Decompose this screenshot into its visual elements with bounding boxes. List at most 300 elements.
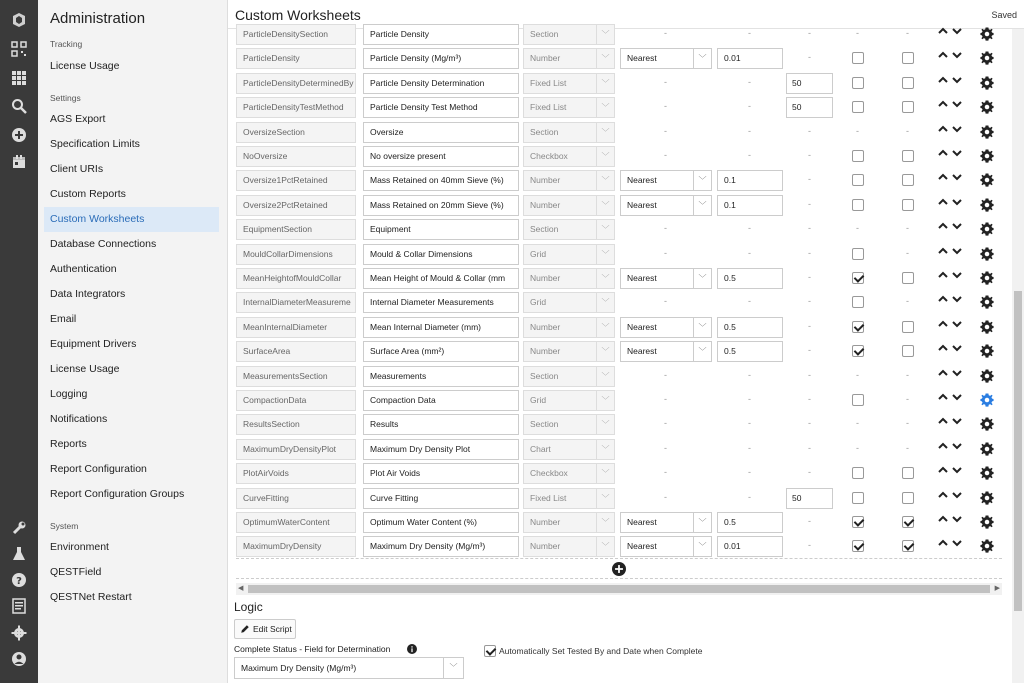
flag-1-checkbox[interactable]	[852, 540, 864, 552]
move-down-icon[interactable]	[952, 368, 962, 378]
empty-precision: -	[748, 418, 751, 429]
icon-rail	[0, 0, 38, 683]
gear-icon[interactable]	[980, 417, 994, 431]
empty-list-length: -	[808, 442, 811, 453]
sidebar-item-data-integrators[interactable]: Data Integrators	[50, 288, 126, 300]
move-down-icon[interactable]	[952, 197, 962, 207]
gear-icon[interactable]	[980, 369, 994, 383]
flag-2-checkbox[interactable]	[902, 540, 914, 552]
sidebar-item-license-usage[interactable]: License Usage	[50, 363, 120, 375]
precision-input[interactable]: 0.5	[717, 512, 783, 533]
move-down-icon[interactable]	[952, 246, 962, 256]
field-type-select[interactable]	[523, 366, 615, 387]
field-type-select[interactable]	[523, 488, 615, 509]
flag-1-checkbox[interactable]	[852, 101, 864, 113]
flag-2-checkbox[interactable]	[902, 174, 914, 186]
rounding-value: Nearest	[627, 273, 657, 283]
sidebar-item-qestfield[interactable]: QESTField	[50, 566, 102, 578]
field-name: MeanInternalDiameter	[236, 317, 356, 338]
move-up-icon[interactable]	[938, 490, 948, 500]
chevron-down-icon: ﹀	[596, 49, 614, 68]
chevron-down-icon: ﹀	[596, 464, 614, 483]
flag-1-checkbox[interactable]	[852, 248, 864, 260]
empty-rounding: -	[664, 296, 667, 307]
field-type-select[interactable]	[523, 24, 615, 45]
move-up-icon[interactable]	[938, 441, 948, 451]
sidebar-item-report-configuration-groups[interactable]: Report Configuration Groups	[50, 488, 185, 500]
sidebar-item-report-configuration[interactable]: Report Configuration	[50, 463, 147, 475]
gear-icon[interactable]	[980, 247, 994, 261]
move-up-icon[interactable]	[938, 392, 948, 402]
help-icon[interactable]	[10, 571, 28, 589]
calendar-icon[interactable]	[10, 153, 28, 171]
sidebar-item-equipment-drivers[interactable]: Equipment Drivers	[50, 338, 137, 350]
flag-1-checkbox[interactable]	[852, 345, 864, 357]
field-type-select[interactable]	[523, 463, 615, 484]
field-label-input[interactable]: Surface Area (mm²)	[363, 341, 519, 362]
move-up-icon[interactable]	[938, 270, 948, 280]
field-name: SurfaceArea	[236, 341, 356, 362]
move-down-icon[interactable]	[952, 465, 962, 475]
rounding-select[interactable]	[620, 512, 712, 533]
move-down-icon[interactable]	[952, 490, 962, 500]
search-icon[interactable]	[10, 97, 28, 115]
add-field-icon[interactable]	[612, 562, 626, 576]
table-row	[236, 461, 1012, 486]
flag-2-checkbox[interactable]	[902, 272, 914, 284]
reorder-controls	[938, 538, 966, 554]
auto-set-checkbox[interactable]	[484, 645, 496, 657]
field-label-input[interactable]: Particle Density Determination	[363, 73, 519, 94]
sidebar-item-database-connections[interactable]: Database Connections	[50, 238, 157, 250]
rounding-value: Nearest	[627, 175, 657, 186]
gear-icon[interactable]	[980, 271, 994, 285]
empty-flag-1: -	[856, 125, 859, 136]
table-row	[236, 315, 1012, 340]
chevron-down-icon: ﹀	[596, 440, 614, 459]
move-up-icon[interactable]	[938, 368, 948, 378]
move-down-icon[interactable]	[952, 514, 962, 524]
reorder-controls	[938, 465, 966, 481]
chevron-down-icon: ﹀	[596, 123, 614, 142]
horizontal-scrollbar[interactable]	[236, 583, 1002, 595]
rounding-select[interactable]	[620, 536, 712, 557]
reorder-controls	[938, 270, 966, 286]
field-type-select[interactable]	[523, 73, 615, 94]
settings-icon[interactable]	[10, 624, 28, 642]
field-label-input[interactable]: Optimum Water Content (%)	[363, 512, 519, 533]
gear-icon[interactable]	[980, 76, 994, 90]
field-type-value: Number	[530, 199, 561, 210]
rounding-select[interactable]	[620, 341, 712, 362]
move-up-icon[interactable]	[938, 197, 948, 207]
empty-list-length: -	[808, 320, 811, 331]
gear-icon[interactable]	[980, 344, 994, 358]
rounding-select[interactable]	[620, 268, 712, 289]
complete-status-select[interactable]	[234, 657, 464, 679]
wrench-icon[interactable]	[10, 519, 28, 537]
sidebar-item-qestnet-restart[interactable]: QESTNet Restart	[50, 591, 132, 603]
field-type-value: Fixed List	[530, 102, 567, 113]
chevron-down-icon: ﹀	[596, 245, 614, 264]
empty-list-length: -	[808, 247, 811, 258]
user-icon[interactable]	[10, 650, 28, 668]
gear-icon[interactable]	[980, 320, 994, 334]
chevron-down-icon: ﹀	[693, 269, 711, 288]
sidebar-item-logging[interactable]: Logging	[50, 388, 88, 400]
move-down-icon[interactable]	[952, 124, 962, 134]
flag-2-checkbox[interactable]	[902, 77, 914, 89]
precision-input[interactable]: 0.5	[717, 268, 783, 289]
field-label-input[interactable]: Mass Retained on 40mm Sieve (%)	[363, 170, 519, 191]
sidebar-item-license-usage[interactable]: License Usage	[50, 60, 120, 72]
field-label-input[interactable]: Equipment	[363, 219, 519, 240]
field-label-input[interactable]: Curve Fitting	[363, 488, 519, 509]
empty-list-length: -	[808, 345, 811, 356]
field-type-select[interactable]	[523, 244, 615, 265]
field-label-input[interactable]: Oversize	[363, 122, 519, 143]
chevron-down-icon: ﹀	[693, 342, 711, 361]
table-row	[236, 217, 1012, 242]
move-up-icon[interactable]	[938, 514, 948, 524]
grid-icon[interactable]	[10, 69, 28, 87]
move-down-icon[interactable]	[952, 75, 962, 85]
empty-rounding: -	[664, 394, 667, 404]
rounding-value: Nearest	[627, 517, 657, 527]
move-up-icon[interactable]	[938, 538, 948, 548]
move-down-icon[interactable]	[952, 270, 962, 280]
gear-icon[interactable]	[980, 295, 994, 309]
move-up-icon[interactable]	[938, 50, 948, 60]
move-up-icon[interactable]	[938, 124, 948, 134]
move-down-icon[interactable]	[952, 148, 962, 158]
empty-flag-1: -	[856, 223, 859, 234]
move-up-icon[interactable]	[938, 148, 948, 158]
gear-icon[interactable]	[980, 100, 994, 114]
field-type-select[interactable]	[523, 439, 615, 460]
field-label-input[interactable]: Plot Air Voids	[363, 463, 519, 484]
flag-2-checkbox[interactable]	[902, 345, 914, 357]
chevron-down-icon: ﹀	[596, 196, 614, 215]
gear-icon[interactable]	[980, 51, 994, 65]
rounding-select[interactable]	[620, 317, 712, 338]
empty-flag-2: -	[906, 28, 909, 38]
move-down-icon[interactable]	[952, 99, 962, 109]
field-type-value: Section	[530, 370, 559, 381]
field-label-input[interactable]: Particle Density Test Method	[363, 97, 519, 118]
move-up-icon[interactable]	[938, 26, 948, 36]
field-type-value: Checkbox	[530, 151, 568, 161]
move-up-icon[interactable]	[938, 416, 948, 426]
table-row	[236, 510, 1012, 535]
field-name: NoOversize	[236, 146, 356, 167]
move-up-icon[interactable]	[938, 343, 948, 353]
field-type-value: Grid	[530, 395, 547, 405]
sidebar-item-notifications[interactable]: Notifications	[50, 413, 108, 425]
scroll-right-icon[interactable]: ▶	[994, 585, 1000, 592]
field-name: MaximumDryDensity	[236, 536, 356, 557]
move-up-icon[interactable]	[938, 172, 948, 182]
gear-icon[interactable]	[980, 125, 994, 139]
flag-1-checkbox[interactable]	[852, 199, 864, 211]
empty-precision: -	[748, 150, 751, 160]
gear-icon[interactable]	[980, 442, 994, 456]
empty-rounding: -	[664, 125, 667, 136]
edit-script-button[interactable]	[234, 619, 296, 639]
field-label-input[interactable]: Particle Density (Mg/m³)	[363, 48, 519, 69]
field-label-input[interactable]: Maximum Dry Density (Mg/m³)	[363, 536, 519, 557]
gear-icon[interactable]	[980, 173, 994, 187]
gear-icon[interactable]	[980, 393, 994, 407]
complete-status-label: Complete Status - Field for Determination	[234, 644, 391, 654]
reorder-controls	[938, 172, 966, 188]
empty-precision: -	[748, 491, 751, 502]
table-row	[236, 266, 1012, 291]
field-type-select[interactable]	[523, 512, 615, 533]
flag-2-checkbox[interactable]	[902, 150, 914, 162]
field-type-select[interactable]	[523, 341, 615, 362]
sidebar-item-custom-worksheets[interactable]: Custom Worksheets	[44, 207, 219, 232]
flag-2-checkbox[interactable]	[902, 101, 914, 113]
move-up-icon[interactable]	[938, 294, 948, 304]
empty-flag-1: -	[856, 418, 859, 429]
field-label-input[interactable]: Mould & Collar Dimensions	[363, 244, 519, 265]
empty-list-length: -	[808, 28, 811, 38]
field-type-select[interactable]	[523, 195, 615, 216]
move-down-icon[interactable]	[952, 172, 962, 182]
field-type-value: Number	[530, 273, 561, 283]
reorder-controls	[938, 75, 966, 91]
field-type-value: Number	[530, 321, 561, 332]
move-up-icon[interactable]	[938, 465, 948, 475]
empty-rounding: -	[664, 101, 667, 112]
move-down-icon[interactable]	[952, 392, 962, 402]
field-name: MeasurementsSection	[236, 366, 356, 387]
move-down-icon[interactable]	[952, 319, 962, 329]
field-name: ParticleDensityTestMethod	[236, 97, 356, 118]
flag-2-checkbox[interactable]	[902, 52, 914, 64]
field-name: MeanHeightofMouldCollar	[236, 268, 356, 289]
flag-1-checkbox[interactable]	[852, 492, 864, 504]
rounding-select[interactable]	[620, 170, 712, 191]
app-logo-icon[interactable]	[10, 11, 28, 29]
empty-list-length: -	[808, 198, 811, 209]
list-length-input[interactable]: 50	[786, 97, 833, 118]
flag-1-checkbox[interactable]	[852, 467, 864, 479]
reorder-controls	[938, 514, 966, 530]
reorder-controls	[938, 246, 966, 262]
move-down-icon[interactable]	[952, 416, 962, 426]
field-type-value: Fixed List	[530, 492, 567, 503]
precision-input[interactable]: 0.5	[717, 341, 783, 362]
move-down-icon[interactable]	[952, 26, 962, 36]
svg-text:?: ?	[16, 576, 22, 587]
field-label-input[interactable]: Results	[363, 414, 519, 435]
sidebar-item-email[interactable]: Email	[50, 313, 77, 325]
sidebar-item-environment[interactable]: Environment	[50, 541, 109, 553]
chevron-down-icon: ﹀	[596, 25, 614, 44]
flag-2-checkbox[interactable]	[902, 321, 914, 333]
qr-icon[interactable]	[10, 40, 28, 58]
chevron-down-icon: ﹀	[596, 74, 614, 93]
field-type-select[interactable]	[523, 268, 615, 289]
flag-1-checkbox[interactable]	[852, 77, 864, 89]
chevron-down-icon: ﹀	[596, 342, 614, 361]
flag-2-checkbox[interactable]	[902, 199, 914, 211]
reorder-controls	[938, 490, 966, 506]
gear-icon[interactable]	[980, 198, 994, 212]
field-label-input[interactable]: Mean Internal Diameter (mm)	[363, 317, 519, 338]
horizontal-scroll-thumb[interactable]	[248, 585, 990, 593]
flag-1-checkbox[interactable]	[852, 272, 864, 284]
flag-1-checkbox[interactable]	[852, 150, 864, 162]
reorder-controls	[938, 148, 966, 164]
empty-rounding: -	[664, 369, 667, 380]
field-type-select[interactable]	[523, 170, 615, 191]
field-type-value: Section	[530, 419, 559, 430]
precision-input[interactable]: 0.5	[717, 317, 783, 338]
field-type-value: Grid	[530, 297, 547, 308]
flag-1-checkbox[interactable]	[852, 516, 864, 528]
field-type-select[interactable]	[523, 146, 615, 167]
field-label-input[interactable]: Mass Retained on 20mm Sieve (%)	[363, 195, 519, 216]
rounding-select[interactable]	[620, 195, 712, 216]
field-type-select[interactable]	[523, 97, 615, 118]
reorder-controls	[938, 392, 966, 408]
gear-icon[interactable]	[980, 515, 994, 529]
empty-list-length: -	[808, 540, 811, 551]
field-type-select[interactable]	[523, 292, 615, 313]
field-type-select[interactable]	[523, 536, 615, 557]
vertical-scrollbar[interactable]	[1012, 29, 1024, 683]
list-length-input[interactable]: 50	[786, 488, 833, 509]
field-label-input[interactable]: Compaction Data	[363, 390, 519, 411]
flag-2-checkbox[interactable]	[902, 516, 914, 528]
move-down-icon[interactable]	[952, 221, 962, 231]
field-label-input[interactable]: No oversize present	[363, 146, 519, 167]
field-name: ParticleDensity	[236, 48, 356, 69]
field-label-input[interactable]: Internal Diameter Measurements	[363, 292, 519, 313]
empty-list-length: -	[808, 418, 811, 429]
field-label-input[interactable]: Particle Density	[363, 24, 519, 45]
sidebar-item-authentication[interactable]: Authentication	[50, 263, 117, 275]
table-row	[236, 412, 1012, 437]
reorder-controls	[938, 343, 966, 359]
gear-icon[interactable]	[980, 149, 994, 163]
field-type-select[interactable]	[523, 48, 615, 69]
field-type-select[interactable]	[523, 122, 615, 143]
table-row	[236, 534, 1012, 559]
gear-icon[interactable]	[980, 491, 994, 505]
precision-input[interactable]: 0.01	[717, 48, 783, 69]
chevron-down-icon: ﹀	[596, 537, 614, 556]
reorder-controls	[938, 50, 966, 66]
empty-precision: -	[748, 247, 751, 258]
field-type-select[interactable]	[523, 414, 615, 435]
flag-1-checkbox[interactable]	[852, 321, 864, 333]
plus-circle-icon[interactable]	[10, 126, 28, 144]
sidebar-item-ags-export[interactable]: AGS Export	[50, 113, 106, 125]
move-down-icon[interactable]	[952, 294, 962, 304]
scroll-left-icon[interactable]: ◀	[238, 585, 244, 592]
gear-icon[interactable]	[980, 222, 994, 236]
field-name: InternalDiameterMeasureme	[236, 292, 356, 313]
field-label-input[interactable]: Maximum Dry Density Plot	[363, 439, 519, 460]
reorder-controls	[938, 416, 966, 432]
empty-precision: -	[748, 28, 751, 38]
empty-precision: -	[748, 101, 751, 112]
move-down-icon[interactable]	[952, 441, 962, 451]
sidebar-item-specification-limits[interactable]: Specification Limits	[50, 138, 140, 150]
flag-1-checkbox[interactable]	[852, 52, 864, 64]
flag-2-checkbox[interactable]	[902, 467, 914, 479]
move-up-icon[interactable]	[938, 221, 948, 231]
sidebar-item-custom-reports[interactable]: Custom Reports	[50, 188, 126, 200]
precision-input[interactable]: 0.1	[717, 195, 783, 216]
empty-rounding: -	[664, 418, 667, 429]
sidebar-item-client-uris[interactable]: Client URIs	[50, 163, 104, 175]
field-label-input[interactable]: Measurements	[363, 366, 519, 387]
flag-1-checkbox[interactable]	[852, 296, 864, 308]
sidebar-item-reports[interactable]: Reports	[50, 438, 87, 450]
field-label-input[interactable]: Mean Height of Mould & Collar (mm	[363, 268, 519, 289]
precision-input[interactable]: 0.01	[717, 536, 783, 557]
report-icon[interactable]	[10, 597, 28, 615]
empty-precision: -	[748, 296, 751, 307]
field-name: CurveFitting	[236, 488, 356, 509]
field-type-select[interactable]	[523, 219, 615, 240]
rounding-value: Nearest	[627, 199, 657, 210]
field-type-select[interactable]	[523, 390, 615, 411]
chevron-down-icon: ﹀	[443, 658, 463, 678]
field-name: ParticleDensityDeterminedBy	[236, 73, 356, 94]
field-name: Oversize2PctRetained	[236, 195, 356, 216]
empty-precision: -	[748, 76, 751, 87]
reorder-controls	[938, 294, 966, 310]
empty-list-length: -	[808, 369, 811, 380]
flag-1-checkbox[interactable]	[852, 174, 864, 186]
move-up-icon[interactable]	[938, 75, 948, 85]
admin-sidebar	[38, 0, 228, 683]
reorder-controls	[938, 319, 966, 335]
flag-2-checkbox[interactable]	[902, 492, 914, 504]
flask-icon[interactable]	[10, 545, 28, 563]
gear-icon[interactable]	[980, 466, 994, 480]
move-down-icon[interactable]	[952, 50, 962, 60]
precision-input[interactable]: 0.1	[717, 170, 783, 191]
field-type-value: Grid	[530, 248, 547, 259]
chevron-down-icon: ﹀	[596, 98, 614, 117]
rounding-select[interactable]	[620, 48, 712, 69]
table-row	[236, 290, 1012, 315]
sidebar-group-system: System	[50, 521, 79, 531]
gear-icon[interactable]	[980, 539, 994, 553]
list-length-input[interactable]: 50	[786, 73, 833, 94]
flag-1-checkbox[interactable]	[852, 394, 864, 406]
vertical-scroll-thumb[interactable]	[1014, 291, 1022, 611]
move-down-icon[interactable]	[952, 538, 962, 548]
page-title: Custom Worksheets	[235, 7, 361, 23]
info-icon[interactable]	[407, 644, 417, 654]
move-up-icon[interactable]	[938, 246, 948, 256]
move-up-icon[interactable]	[938, 99, 948, 109]
gear-icon[interactable]	[980, 27, 994, 41]
move-up-icon[interactable]	[938, 319, 948, 329]
empty-list-length: -	[808, 174, 811, 185]
move-down-icon[interactable]	[952, 343, 962, 353]
field-type-select[interactable]	[523, 317, 615, 338]
empty-list-length: -	[808, 394, 811, 404]
